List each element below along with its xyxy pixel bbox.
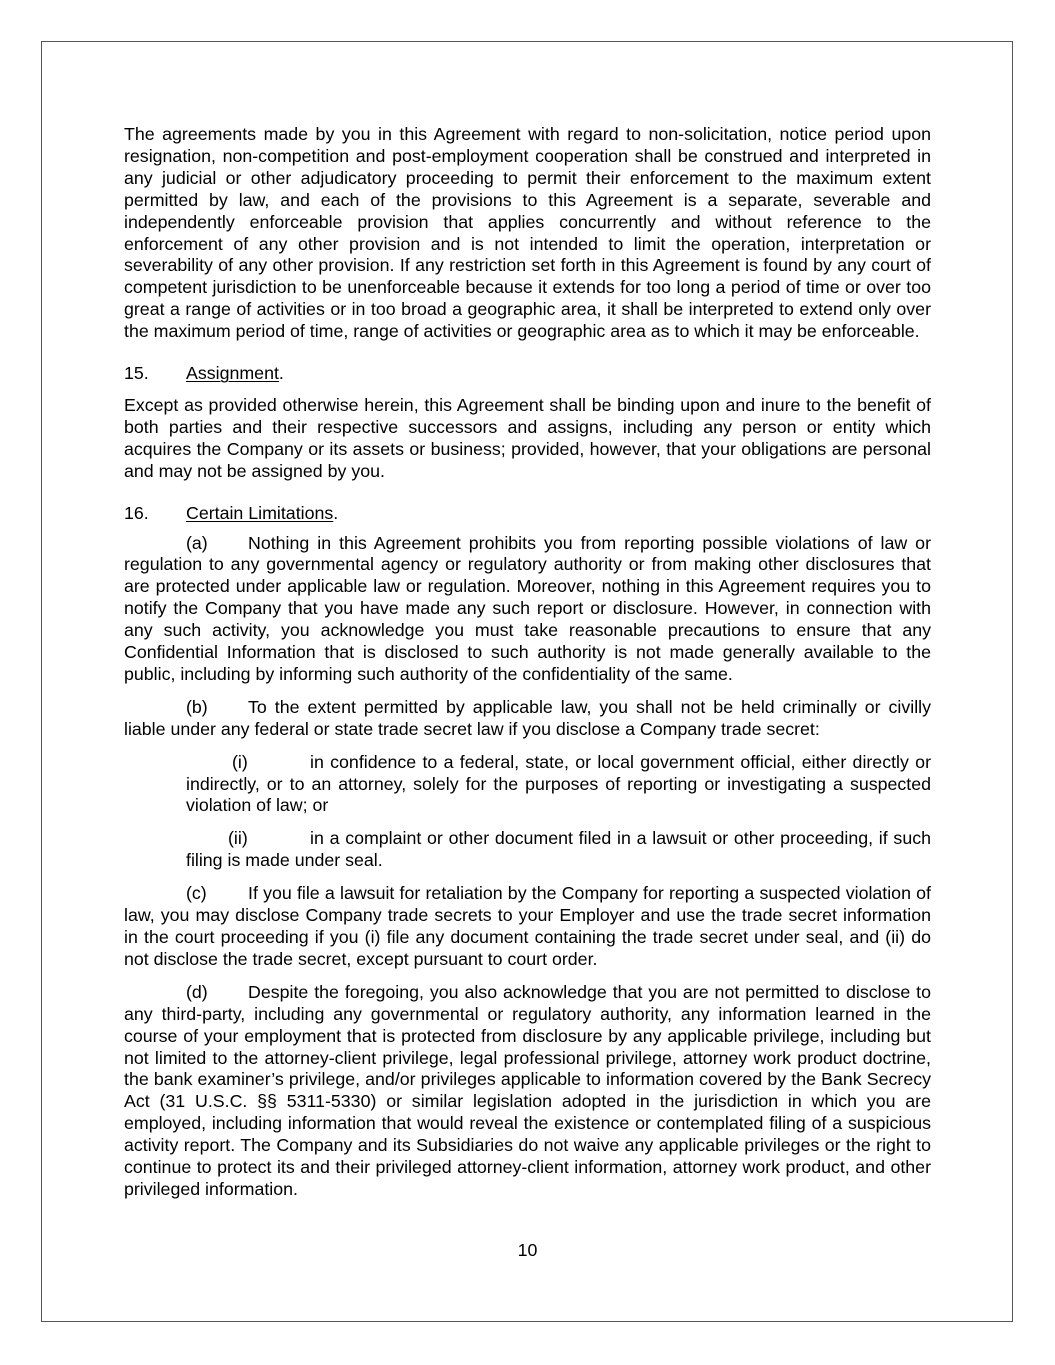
subsection-c: [124, 883, 931, 971]
subsection-a-label: (a): [186, 532, 208, 553]
subsection-d-text: Despite the foregoing, you also acknowledge that you are not permitted to disclose to any third-party, including any governmental or regulatory authority, any information learned in the course of your employment that is protected from disclosure by any applicable privilege, including but not limited to the attorney-client privilege, legal professional privilege, attorney work product doctrine, the bank examiner’s privilege, and/or privileges applicable to information covered by the Bank Secrecy Act (31 U.S.C. §§ 5311-5330) or similar legislation adopted in the jurisdiction in which you are employed, including information that would reveal the existence or contemplated filing of a suspicious activity report. The Company and its Subsidiaries do not waive any applicable privileges or the right to continue to protect its and their privileged attorney-client information, attorney work product, and other privileged information.: [124, 981, 931, 1199]
subsection-d-label: (d): [186, 981, 208, 1002]
section-15-period: .: [278, 363, 284, 384]
page-number: 10: [517, 1240, 538, 1260]
subsection-b: [124, 697, 931, 741]
subsection-b-label: (b): [186, 696, 208, 717]
section-15-title: Assignment: [186, 363, 279, 384]
clause-i: [186, 752, 931, 818]
document-body: [124, 124, 931, 1201]
section-16-number: 16.: [124, 502, 149, 523]
subsection-c-text: If you file a lawsuit for retaliation by the Company for reporting a suspected violation of law, you may disclose Company trade secrets to your Employer and use the trade secret information in the court proceeding if you (i) file any document containing the trade secret under seal, and (ii) do not disclose the trade secret, except pursuant to court order.: [124, 883, 931, 969]
section-16-period: .: [333, 502, 339, 523]
clause-i-label: (i): [232, 751, 248, 772]
clause-ii-text: in a complaint or other document filed in a lawsuit or other proceeding, if such filing is made under seal.: [186, 828, 931, 871]
clause-ii-label: (ii): [228, 828, 248, 849]
clause-ii: [186, 828, 931, 872]
subsection-a: [124, 533, 931, 686]
section-15-heading: [124, 363, 931, 385]
section-16-heading: [124, 503, 931, 525]
subsection-c-label: (c): [186, 883, 207, 904]
section-15-number: 15.: [124, 363, 149, 384]
subsection-b-text: To the extent permitted by applicable law, you shall not be held criminally or civilly liable under any federal or state trade secret law if you disclose a Company trade secret:: [124, 696, 931, 739]
section-16-title: Certain Limitations: [186, 502, 334, 523]
section-15-body: Except as provided otherwise herein, this Agreement shall be binding upon and inure to the benefit of both parties and their respective successors and assigns, including any person or entity which acquires the Company or its assets or business; provided, however, that your obligations are personal and may not be assigned by you.: [124, 394, 931, 481]
subsection-a-text: Nothing in this Agreement prohibits you from reporting possible violations of law or regulation to any governmental agency or regulatory authority or from making other disclosures that are protected under applicable law or regulation. Moreover, nothing in this Agreement requires you to notify the Company that you have made any such report or disclosure. However, in connection with any such activity, you acknowledge you must take reasonable precautions to ensure that any Confidential Information that is disclosed to such authority is not made generally available to the public, including by informing such authority of the confidentiality of the same.: [124, 532, 931, 684]
subsection-d: [124, 982, 931, 1201]
clause-i-text: in confidence to a federal, state, or local government official, either directly or indirectly, or to an attorney, solely for the purposes of reporting or investigating a suspected violation of law; or: [186, 751, 931, 816]
intro-paragraph: The agreements made by you in this Agreement with regard to non-solicitation, notice period upon resignation, non-competition and post-employment cooperation shall be construed and interpreted in any judicial or other adjudicatory proceeding to permit their enforcement to the maximum extent permitted by law, and each of the provisions to this Agreement is a separate, severable and independently enforceable provision that applies concurrently and without reference to the enforcement of any other provision and is not intended to limit the operation, interpretation or severability of any other provision. If any restriction set forth in this Agreement is found by any court of competent jurisdiction to be unenforceable because it extends for too long a period of time or over too great a range of activities or in too broad a geographic area, it shall be interpreted to extend only over the maximum period of time, range of activities or geographic area as to which it may be enforceable.: [124, 124, 931, 342]
